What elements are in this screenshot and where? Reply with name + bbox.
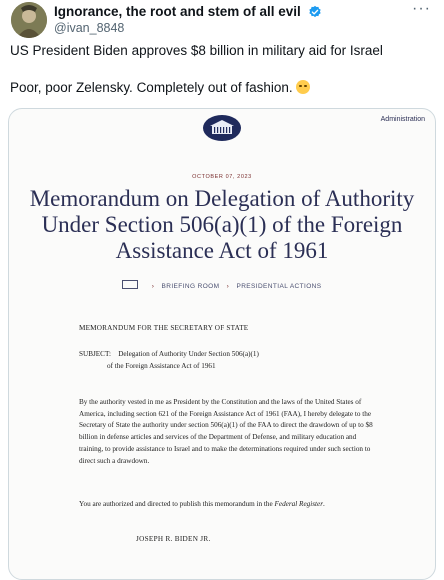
- publication-text-end: .: [323, 500, 325, 508]
- breadcrumb-separator: ›: [226, 283, 230, 290]
- subject-text-continued: of the Foreign Assistance Act of 1961: [107, 362, 216, 370]
- document-date: OCTOBER 07, 2023: [192, 174, 252, 180]
- memo-signature: JOSEPH R. BIDEN JR.: [136, 535, 211, 543]
- avatar[interactable]: [11, 2, 47, 38]
- breadcrumb-separator: ›: [151, 283, 155, 290]
- author-name[interactable]: [54, 4, 322, 19]
- attached-image-card[interactable]: [8, 108, 436, 580]
- post-text-line-2-text: Poor, poor Zelensky. Completely out of fashion.: [10, 80, 293, 95]
- administration-link: Administration: [380, 116, 425, 123]
- document-title: Memorandum on Delegation of Authority Under Section 506(a)(1) of the Foreign Assistance Act of 1961: [29, 186, 415, 263]
- author-name-text: Ignorance, the root and stem of all evil: [54, 4, 301, 19]
- post-text-line-1: US President Biden approves $8 billion in military aid for Israel: [10, 43, 383, 58]
- memo-body-paragraph: By the authority vested in me as President by the Constitution and the laws of the United States of America, including section 621 of the Foreign Assistance Act of 1961 (FAA), I hereby delegate to the Secretary of State the authority under section 506(a)(1) of the FAA to direct the drawdown of up to $8 billion in defense articles and services of the Department of Defense, and military education and training, to provide assistance to Israel and to make the determinations required under such section to direct such a drawdown.: [79, 398, 373, 465]
- federal-register-text: Federal Register: [274, 500, 324, 508]
- breadcrumb-presidential-actions: PRESIDENTIAL ACTIONS: [236, 283, 322, 290]
- post-header: [0, 0, 444, 40]
- publication-text: You are authorized and directed to publish this memorandum in the: [79, 500, 275, 508]
- white-house-seal-icon: [203, 115, 241, 141]
- avatar-image: [11, 2, 47, 38]
- memo-publication-paragraph: [79, 499, 379, 511]
- post-text-line-2: [10, 80, 310, 95]
- breadcrumb: [9, 280, 435, 290]
- verified-badge-icon: [308, 5, 322, 19]
- building-icon: [122, 280, 138, 289]
- document-header: [9, 109, 435, 147]
- subject-label: SUBJECT:: [79, 350, 111, 358]
- memo-recipient: MEMORANDUM FOR THE SECRETARY OF STATE: [79, 324, 249, 332]
- memo-subject: [79, 350, 259, 358]
- crying-face-emoji-icon: [296, 80, 310, 94]
- more-options-icon[interactable]: ···: [412, 0, 431, 17]
- breadcrumb-briefing-room: BRIEFING ROOM: [161, 283, 220, 290]
- subject-text: Delegation of Authority Under Section 506(a)(1): [118, 350, 259, 358]
- author-handle[interactable]: @ivan_8848: [54, 21, 125, 35]
